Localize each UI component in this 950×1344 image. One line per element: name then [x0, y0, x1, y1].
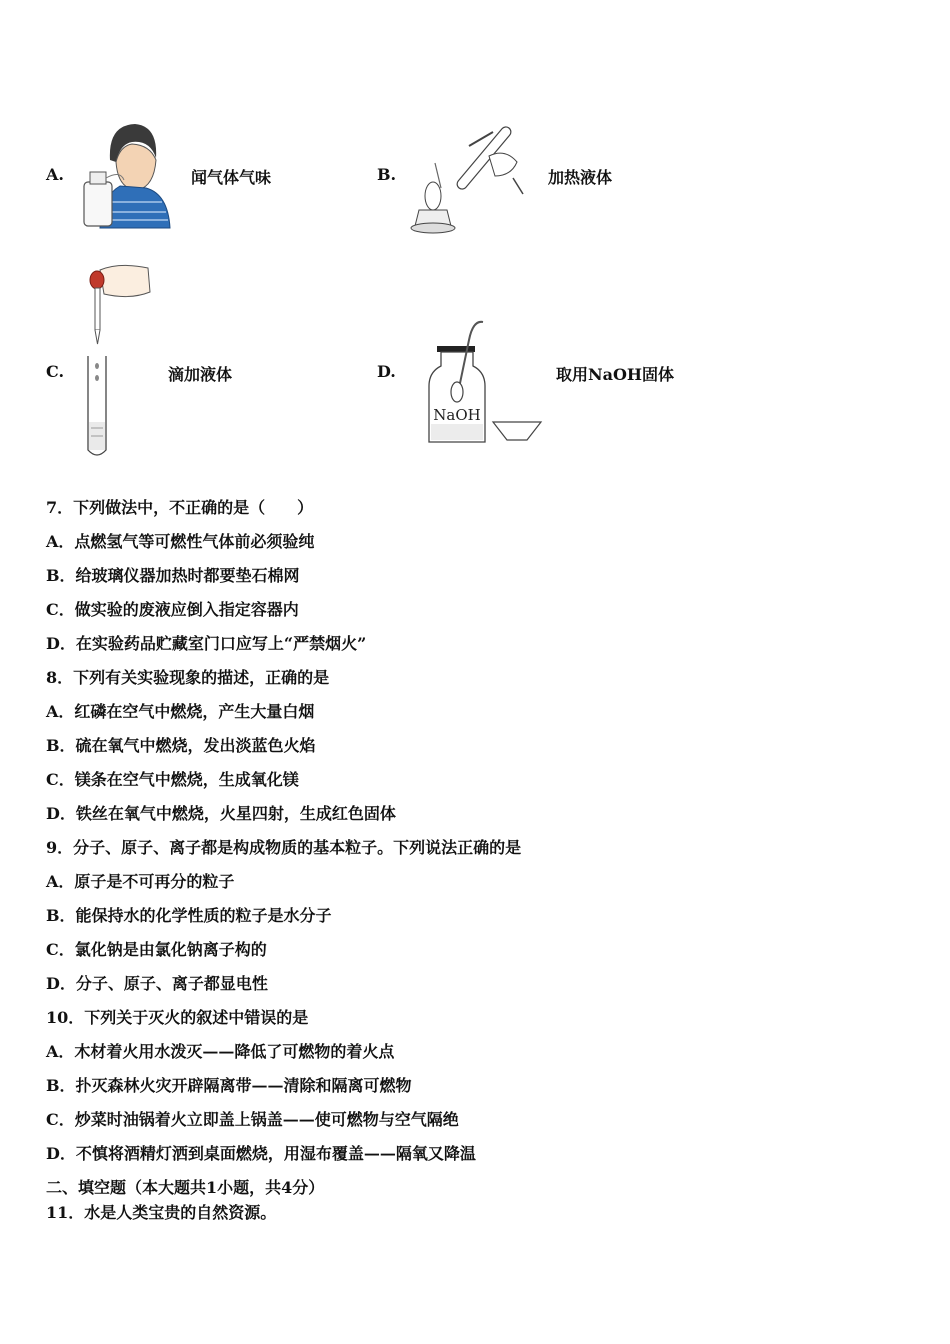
q11-stem: 11．水是人类宝贵的自然资源。	[46, 1203, 277, 1222]
q10-stem: 10．下列关于灭火的叙述中错误的是	[46, 1008, 309, 1027]
option-a-caption: 闻气体气味	[191, 168, 272, 187]
option-b-caption: 加热液体	[548, 168, 613, 187]
q8-stem: 8．下列有关实验现象的描述，正确的是	[46, 668, 330, 687]
option-c-caption: 滴加液体	[168, 365, 233, 384]
q7-option-b: B．给玻璃仪器加热时都要垫石棉网	[46, 566, 300, 585]
option-d-letter: D.	[377, 362, 396, 381]
q8-option-b: B．硫在氧气中燃烧，发出淡蓝色火焰	[46, 736, 316, 755]
q7-stem: 7．下列做法中，不正确的是（ ）	[46, 498, 314, 517]
q10-option-c: C．炒菜时油锅着火立即盖上锅盖——使可燃物与空气隔绝	[46, 1110, 459, 1129]
bottle-label-text: NaOH	[433, 406, 481, 424]
q8-option-d: D．铁丝在氧气中燃烧，火星四射，生成红色固体	[46, 804, 396, 823]
q9-stem: 9．分子、原子、离子都是构成物质的基本粒子。下列说法正确的是	[46, 838, 522, 857]
q8-option-c: C．镁条在空气中燃烧，生成氧化镁	[46, 770, 299, 789]
q10-option-a: A．木材着火用水泼灭——降低了可燃物的着火点	[46, 1042, 395, 1061]
smelling-gas-figure	[80, 120, 172, 230]
section-heading: 二、填空题（本大题共1小题，共4分）	[46, 1178, 325, 1197]
q7-option-a: A．点燃氢气等可燃性气体前必须验纯	[46, 532, 315, 551]
dropping-liquid-figure	[80, 262, 154, 460]
option-b-letter: B.	[377, 165, 397, 184]
option-a-letter: A.	[46, 165, 64, 184]
option-d-caption: 取用NaOH固体	[556, 365, 675, 384]
q7-option-c: C．做实验的废液应倒入指定容器内	[46, 600, 299, 619]
q9-option-a: A．原子是不可再分的粒子	[46, 872, 235, 891]
naoh-bottle-figure	[425, 318, 545, 448]
q10-option-d: D．不慎将酒精灯洒到桌面燃烧，用湿布覆盖——隔氧又降温	[46, 1144, 476, 1163]
option-c-letter: C.	[46, 362, 65, 381]
q9-option-b: B．能保持水的化学性质的粒子是水分子	[46, 906, 332, 925]
q9-option-c: C．氯化钠是由氯化钠离子构的	[46, 940, 267, 959]
q10-option-b: B．扑灭森林火灾开辟隔离带——清除和隔离可燃物	[46, 1076, 412, 1095]
q7-option-d: D．在实验药品贮藏室门口应写上“严禁烟火”	[46, 634, 367, 653]
q9-option-d: D．分子、原子、离子都显电性	[46, 974, 268, 993]
heating-liquid-figure	[405, 118, 530, 234]
q8-option-a: A．红磷在空气中燃烧，产生大量白烟	[46, 702, 315, 721]
